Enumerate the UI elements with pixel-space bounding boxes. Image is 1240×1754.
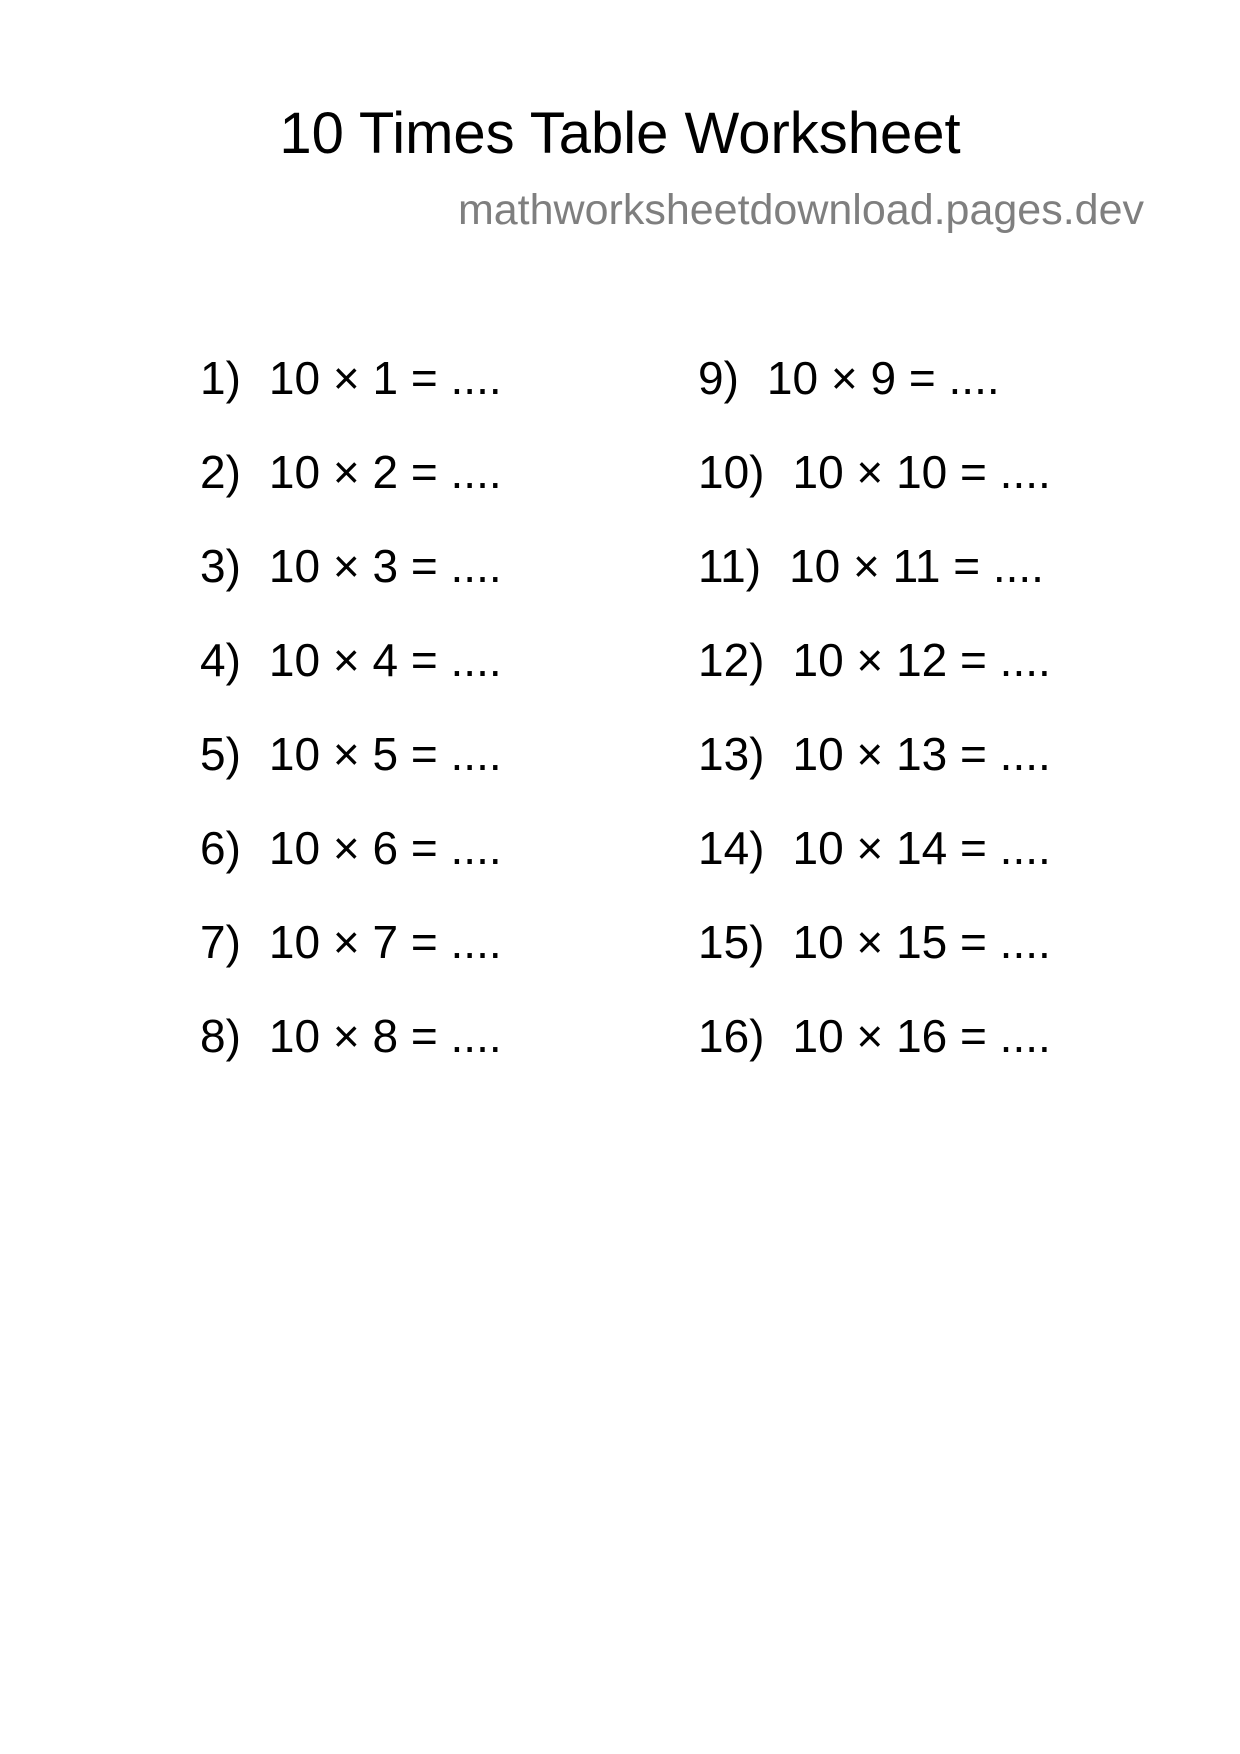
- problem-item: [200, 1008, 502, 1064]
- problem-expression: 10 × 14 = ....: [792, 822, 1051, 874]
- problem-item: [698, 820, 1051, 876]
- problem-item: [698, 632, 1051, 688]
- source-url: mathworksheetdownload.pages.dev: [457, 186, 1144, 234]
- problem-expression: 10 × 7 = ....: [268, 916, 502, 968]
- problem-item: [698, 914, 1051, 970]
- problem-number: 15): [698, 916, 765, 968]
- problem-item: [698, 726, 1051, 782]
- problem-number: 14): [698, 822, 765, 874]
- problem-item: [698, 1008, 1051, 1064]
- problem-number: 2): [200, 446, 241, 498]
- problem-expression: 10 × 10 = ....: [792, 446, 1051, 498]
- problem-number: 13): [698, 728, 765, 780]
- problem-number: 4): [200, 634, 241, 686]
- problem-item: [200, 632, 502, 688]
- problem-item: [200, 726, 502, 782]
- problem-expression: 10 × 16 = ....: [792, 1010, 1051, 1062]
- problem-number: 11): [698, 540, 762, 592]
- problem-expression: 10 × 9 = ....: [766, 352, 1000, 404]
- problem-expression: 10 × 13 = ....: [792, 728, 1051, 780]
- problem-expression: 10 × 6 = ....: [268, 822, 502, 874]
- problem-expression: 10 × 12 = ....: [792, 634, 1051, 686]
- problem-item: [200, 350, 502, 406]
- problem-item: [698, 538, 1044, 594]
- problem-expression: 10 × 5 = ....: [268, 728, 502, 780]
- problem-item: [698, 444, 1051, 500]
- problem-item: [200, 538, 502, 594]
- problem-number: 12): [698, 634, 765, 686]
- problem-expression: 10 × 2 = ....: [268, 446, 502, 498]
- problem-item: [200, 444, 502, 500]
- problem-number: 10): [698, 446, 765, 498]
- problem-expression: 10 × 8 = ....: [268, 1010, 502, 1062]
- problem-item: [200, 820, 502, 876]
- problem-number: 9): [698, 352, 739, 404]
- problem-expression: 10 × 11 = ....: [789, 540, 1044, 592]
- problem-number: 7): [200, 916, 241, 968]
- problem-expression: 10 × 4 = ....: [268, 634, 502, 686]
- problem-number: 1): [200, 352, 241, 404]
- problem-number: 3): [200, 540, 241, 592]
- problem-expression: 10 × 1 = ....: [268, 352, 502, 404]
- problem-number: 6): [200, 822, 241, 874]
- problem-item: [698, 350, 1000, 406]
- problem-number: 8): [200, 1010, 241, 1062]
- problem-expression: 10 × 3 = ....: [268, 540, 502, 592]
- worksheet-title: 10 Times Table Worksheet: [279, 101, 961, 166]
- problem-number: 5): [200, 728, 241, 780]
- problem-number: 16): [698, 1010, 765, 1062]
- problem-expression: 10 × 15 = ....: [792, 916, 1051, 968]
- problem-item: [200, 914, 502, 970]
